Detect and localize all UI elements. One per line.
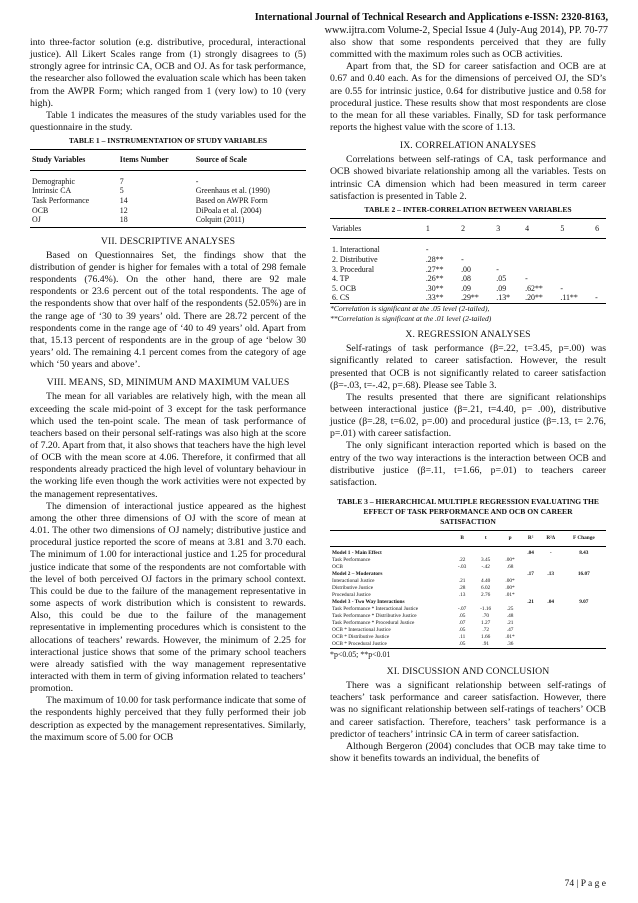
table-cell: Based on AWPR Form	[195, 196, 268, 206]
table-cell: .22	[458, 557, 466, 564]
table-cell: .13	[458, 592, 466, 599]
table-3	[330, 530, 606, 649]
table-cell	[562, 564, 606, 571]
table-cell	[473, 571, 499, 578]
journal-issue-line: www.ijtra.com Volume-2, Special Issue 4 (July-Aug 2014), PP. 70-77	[324, 24, 608, 36]
table-cell	[499, 571, 522, 578]
table-cell	[562, 613, 606, 620]
table-cell: 5	[119, 186, 124, 196]
table-cell: .04	[547, 599, 555, 606]
table-header-cell	[330, 531, 451, 547]
table-row	[330, 564, 606, 571]
table-cell	[593, 255, 606, 265]
section-heading: XI. DISCUSSION AND CONCLUSION	[386, 666, 550, 678]
table-header-cell: R²	[521, 531, 539, 547]
table-cell: 2. Distributive	[332, 255, 378, 265]
table-cell: OCB * Interactional Justice	[332, 627, 391, 634]
table-row	[30, 196, 306, 206]
table-cell: .05	[458, 613, 466, 620]
table-cell	[540, 592, 562, 599]
table-2-note: **Correlation is significant at the .01 level (2-tailed)	[330, 313, 492, 323]
table-cell: .70	[482, 613, 489, 620]
table-cell: Colquitt (2011)	[194, 215, 306, 227]
table-cell: Task Performance * Procedural Justice	[332, 620, 415, 627]
table-row	[30, 215, 306, 227]
table-cell: Model 3 - Two Way Interactions	[332, 599, 405, 606]
table-header-cell: 2	[459, 218, 494, 239]
table-cell	[521, 634, 539, 641]
table-header-cell: Study Variables	[30, 150, 118, 171]
table-cell	[558, 239, 593, 255]
table-3-caption-line: TABLE 3 – HIERARCHICAL MULTIPLE REGRESSION EVALUATING THE	[337, 497, 599, 507]
table-cell: OCB * Distributive Justice	[332, 634, 390, 641]
table-cell	[521, 613, 539, 620]
table-cell: .01*	[505, 634, 515, 641]
table-cell: .21	[458, 578, 466, 585]
table-row	[330, 620, 606, 627]
table-header-cell: B	[451, 531, 472, 547]
table-3-note: *p<0.05; **p<0.01	[330, 650, 391, 660]
table-cell: OCB	[32, 205, 49, 215]
table-row	[30, 186, 306, 196]
table-row	[330, 274, 606, 284]
table-cell	[562, 627, 606, 634]
table-row	[330, 557, 606, 564]
table-row	[330, 265, 606, 275]
table-cell: 3.45	[481, 557, 491, 564]
table-2-note: *Correlation is significant at the .05 level (2-tailed),	[330, 304, 490, 314]
table-cell	[593, 274, 606, 284]
table-cell: Interactional Justice	[332, 578, 375, 585]
table-cell: -.42	[481, 564, 490, 571]
table-cell: -.07	[457, 606, 467, 613]
table-cell: .08	[461, 274, 471, 284]
table-cell: .13	[547, 571, 555, 578]
table-header-cell: p	[499, 531, 522, 547]
table-cell: -	[560, 283, 563, 293]
table-header-cell: 5	[558, 218, 593, 239]
paragraph: into three-factor solution (e.g. distributive, procedural, interactional justice). All Likert Scales range from (1) strongly disagrees to (5) strongly agree for intrinsic CA, OCB and OJ. As for task performance, the researcher also followed the evaluation scale which has been taken from the AWPR Form; which ranged from 1 (very low) to 10 (very high).	[30, 37, 306, 109]
paragraph: Based on Questionnaires Set, the findings show that the distribution of gender is higher for females with a total of 298 female respondents (76.4%). On the other hand, there are 92 male respondents or 23.6 percent out of the total respondents. The age of the respondents show that over half of the respondents (52.05%) are in the range age of ‘30 to 39 years’ old. There are 28.72 percent of the respondents come in the range age of ‘40 to 49 years’ old. Apart from that, 15.13 percent of respondents are in the group of age ‘below 30 years’ old. The remaining 4.1 percent comes from the category of age which ‘50 years and above’.	[30, 249, 306, 371]
table-cell	[558, 274, 593, 284]
table-cell: .72	[482, 627, 489, 634]
table-cell	[562, 641, 606, 649]
table-cell	[459, 239, 494, 255]
table-row	[330, 578, 606, 585]
table-2-caption: TABLE 2 – INTER-CORRELATION BETWEEN VARIABLES	[364, 204, 572, 214]
table-cell	[593, 239, 606, 255]
table-cell: .21	[527, 599, 534, 606]
table-cell: .27**	[425, 264, 444, 274]
table-cell	[562, 585, 606, 592]
table-cell: .62**	[525, 283, 543, 293]
table-cell: .21	[506, 620, 514, 627]
table-cell: .29**	[459, 293, 494, 303]
table-header-cell: Source of Scale	[194, 150, 306, 171]
table-cell: .04	[527, 550, 534, 557]
table-cell	[540, 641, 562, 649]
table-cell: .11**	[558, 293, 593, 303]
table-cell: .00*	[505, 578, 515, 585]
table-cell: .48	[506, 613, 514, 620]
table-header-cell: Variables	[330, 218, 424, 239]
table-cell: -	[549, 550, 552, 557]
table-row	[330, 627, 606, 634]
table-cell	[521, 592, 539, 599]
table-cell: .20**	[523, 293, 558, 303]
table-header-cell: 1	[424, 218, 459, 239]
table-3-caption-line: EFFECT OF TASK PERFORMANCE AND OCB ON CAREER	[363, 507, 573, 517]
table-cell	[521, 627, 539, 634]
table-cell: 6.02	[481, 585, 491, 592]
table-row	[330, 239, 606, 255]
paragraph: The dimension of interactional justice appeared as the highest among the other three dimensions of OJ with the score of mean at 4.01. The other two dimensions of OJ namely; distributive justice and procedural justice reported the score of means at 3.81 and 3.70 each. The minimum of 1.00 for interactional justice and 1.25 for procedural justice indicate that some of the respondents are not comfortable with the level of both perceived OJ factors in the primary school context. This could be due to the failure of the management representative in some aspects of work distribution which is consistent to rewards. Also, this could be due to the failure of the management representative in implementing procedures which is consistent to the allocations of teachers’ rewards. However, the minimum of 2.25 for interactional justice shows that some of the primary school teachers were already satisfied with the way management representative interacted with them in term of giving information related to teachers’ promotion.	[30, 500, 306, 695]
table-cell: 8.43	[579, 550, 589, 557]
table-cell: 1.66	[481, 634, 491, 641]
table-cell: .05	[451, 641, 472, 649]
table-3-caption	[330, 497, 606, 527]
table-cell: .47	[506, 627, 514, 634]
table-cell: .36	[499, 641, 522, 649]
table-cell	[451, 547, 472, 558]
paragraph: The maximum of 10.00 for task performance indicate that some of the respondents highly perceived that they fully performed their job description as expected by the management representatives. Similarly, the maximum score of 5.00 for OCB	[30, 695, 306, 743]
table-row	[30, 170, 306, 186]
table-cell	[562, 606, 606, 613]
table-cell: .33**	[424, 293, 459, 303]
table-header-cell: F Change	[562, 531, 606, 547]
table-2	[330, 218, 606, 304]
table-cell	[540, 613, 562, 620]
section-heading: X. REGRESSION ANALYSES	[405, 329, 531, 341]
table-cell: 14	[119, 196, 128, 206]
table-cell	[540, 627, 562, 634]
table-cell: OJ	[30, 215, 118, 227]
table-row	[330, 641, 606, 649]
paragraph: Self-ratings of task performance (β=.22, t=3.45, p=.00) was significantly related to career satisfaction. However, the result presented that OCB is not significantly related to career satisfaction (β=-.03, t=-.42, p=.68). Please see Table 3.	[330, 343, 606, 391]
table-cell	[521, 557, 539, 564]
table-cell: 9.07	[579, 599, 589, 606]
table-cell: 3. Procedural	[332, 264, 375, 274]
journal-title-line: International Journal of Technical Research and Applications e-ISSN: 2320-8163,	[254, 12, 608, 23]
table-cell: -.03	[457, 564, 467, 571]
table-row	[330, 284, 606, 294]
section-heading: VIII. MEANS, SD, MINIMUM AND MAXIMUM VALUES	[46, 377, 290, 389]
paragraph: The mean for all variables are relatively high, with the mean all exceeding the scale mid-point of 3 except for the task performance which used the ten-point scale. The mean of task performance of teachers based on their personal self-ratings was also high at the score of 7.20. Apart from that, it also shows that teachers have the high level of OCB with the mean score at 4.06. Therefore, it confirmed that all respondents already practiced the high level of voluntary behaviour in the working life even though the work activities were not expected by the management representatives.	[30, 391, 306, 500]
table-cell: .13*	[494, 293, 523, 303]
section-heading: VII. DESCRIPTIVE ANALYSES	[100, 235, 236, 247]
journal-header	[188, 12, 608, 37]
table-cell	[521, 578, 539, 585]
page-number: 74 | P a g e	[564, 879, 606, 889]
table-cell	[521, 585, 539, 592]
table-cell: -	[461, 255, 464, 265]
table-row	[330, 293, 606, 303]
table-cell	[494, 239, 523, 255]
table-header-cell: t	[473, 531, 499, 547]
table-cell: .09	[461, 283, 471, 293]
paragraph: There was a significant relationship between self-ratings of teachers’ task performance and career satisfaction. However, there was no significant relationship between self-ratings of teachers’ OCB and career satisfaction. Therefore, teachers’ task performance is a predictor of teachers’ intrinsic CA in term of career satisfaction.	[330, 680, 606, 740]
table-cell: Procedural Justice	[332, 592, 371, 599]
paragraph: Apart from that, the SD for career satisfaction and OCB are at 0.67 and 0.40 each. As for the dimensions of perceived OJ, the SD’s are 0.55 for intrinsic justice, 0.64 for distributive justice and 0.58 for procedural justice. These results show that most respondents are close to the mean for all these variables. Finally, SD for task performance reports the highest value with the score of 1.13.	[330, 61, 606, 134]
table-3-caption-line: SATISFACTION	[440, 517, 496, 527]
table-cell	[540, 578, 562, 585]
table-cell: 16.07	[577, 571, 590, 578]
table-cell: DiPoala et al. (2004)	[195, 205, 262, 215]
table-header-cell: 4	[523, 218, 558, 239]
table-cell	[540, 557, 562, 564]
table-cell: -1.16	[480, 606, 492, 613]
table-cell: 4. TP	[332, 274, 349, 284]
left-column	[30, 37, 306, 744]
table-cell: -	[525, 274, 528, 284]
right-column	[330, 37, 606, 765]
table-cell: .28	[458, 585, 466, 592]
table-cell: 18	[118, 215, 194, 227]
table-cell: .05	[458, 627, 466, 634]
table-cell: .30**	[425, 283, 444, 293]
table-cell	[540, 634, 562, 641]
table-cell: -	[496, 264, 499, 274]
table-cell: Task Performance	[32, 196, 90, 206]
table-cell: .17	[527, 571, 534, 578]
table-row	[30, 206, 306, 216]
paragraph: The only significant interaction reported which is based on the entry of the two way interactions is the interaction between OCB and distributive justice (β=.11, t=1.66, p=.01) to teachers career satisfaction.	[330, 440, 606, 488]
table-cell: 12	[119, 205, 128, 215]
table-header-cell: R²Δ	[540, 531, 562, 547]
table-cell	[540, 585, 562, 592]
table-cell: .00	[461, 264, 471, 274]
paragraph: The results presented that there are significant relationships between interactional justice (β=.21, t=4.40, p= .00), distributive justice (β=.28, t=6.02, p=.00) and procedural justice (β=.13, t= 2.76, p=.01) with career satisfaction.	[330, 391, 606, 440]
table-cell: .07	[458, 620, 466, 627]
table-cell	[562, 620, 606, 627]
table-cell: 2.76	[481, 592, 491, 599]
paragraph: Correlations between self-ratings of CA, task performance and OCB showed bivariate relationship among all the variables. Tests on intrinsic CA dimension which had been measured in term career satisfaction is presented in Table 2.	[330, 154, 606, 202]
table-cell	[523, 255, 558, 265]
table-cell: .28**	[425, 255, 444, 265]
table-cell	[451, 571, 472, 578]
table-cell	[540, 606, 562, 613]
table-1-caption: TABLE 1 – INSTRUMENTATION OF STUDY VARIABLES	[68, 136, 268, 146]
table-cell	[451, 599, 472, 606]
table-cell	[593, 284, 606, 294]
table-header-cell: Items Number	[118, 150, 194, 171]
table-cell	[473, 547, 499, 558]
table-cell	[473, 599, 499, 606]
section-heading: IX. CORRELATION ANALYSES	[399, 140, 537, 152]
table-cell	[494, 255, 523, 265]
table-cell: 4.40	[481, 578, 491, 585]
table-cell	[558, 265, 593, 275]
table-cell: .09	[496, 283, 507, 293]
table-cell: .01*	[505, 592, 515, 599]
table-cell: OCB	[332, 564, 343, 571]
table-cell: -	[593, 293, 606, 303]
table-cell	[523, 239, 558, 255]
paragraph: also show that some respondents perceived that they are fully committed with the maximum roles such as OCB activities.	[330, 37, 606, 61]
table-cell: OCB * Procedural Justice	[330, 641, 451, 649]
table-cell: Model 1 - Main Effect	[332, 550, 382, 557]
table-cell	[523, 265, 558, 275]
table-1	[30, 149, 306, 228]
table-cell	[521, 620, 539, 627]
table-row	[330, 571, 606, 578]
table-row	[330, 547, 606, 558]
table-cell	[593, 265, 606, 275]
table-cell: Greenhaus et al. (1990)	[195, 186, 270, 196]
table-cell: -	[425, 245, 429, 255]
table-cell: Distributive Justice	[332, 585, 374, 592]
table-cell	[521, 606, 539, 613]
table-cell	[558, 255, 593, 265]
table-cell: .26**	[425, 274, 444, 284]
table-row	[330, 585, 606, 592]
paragraph: Table 1 indicates the measures of the study variables used for the questionnaire in the study.	[30, 109, 306, 134]
table-header-cell: 3	[494, 218, 523, 239]
table-cell	[562, 634, 606, 641]
table-cell	[521, 564, 539, 571]
table-cell: Task Performance	[332, 557, 371, 564]
table-cell: Demographic	[32, 176, 75, 186]
table-cell	[562, 592, 606, 599]
table-row	[330, 592, 606, 599]
table-cell: Task Performance * Interactional Justice	[332, 606, 419, 613]
table-cell: 6. CS	[330, 293, 424, 303]
paragraph: Although Bergeron (2004) concludes that OCB may take time to show it benefits towards an individual, the benefits of	[330, 740, 606, 765]
table-cell	[562, 578, 606, 585]
table-cell: Model 2 – Moderators	[332, 571, 383, 578]
table-cell: 7	[119, 176, 124, 186]
table-cell	[499, 599, 522, 606]
table-row	[330, 255, 606, 265]
table-cell: .00*	[505, 585, 515, 592]
table-cell	[540, 620, 562, 627]
table-cell: 5. OCB	[332, 283, 357, 293]
table-cell: 1. Interactional	[332, 245, 380, 255]
table-cell: .25	[506, 606, 514, 613]
table-cell: Intrinsic CA	[32, 186, 72, 196]
table-cell	[499, 547, 522, 558]
table-row	[330, 634, 606, 641]
table-cell: 1.27	[481, 620, 491, 627]
table-cell	[562, 557, 606, 564]
table-header-cell: 6	[593, 218, 606, 239]
table-cell: .05	[496, 274, 507, 284]
table-cell: .11	[458, 634, 466, 641]
table-cell: .91	[473, 641, 499, 649]
table-cell: .00*	[505, 557, 515, 564]
table-cell: -	[195, 176, 199, 186]
table-cell: Task Performance * Distributive Justice	[332, 613, 417, 620]
table-cell	[540, 564, 562, 571]
table-cell	[521, 641, 539, 649]
table-cell: .68	[506, 564, 514, 571]
